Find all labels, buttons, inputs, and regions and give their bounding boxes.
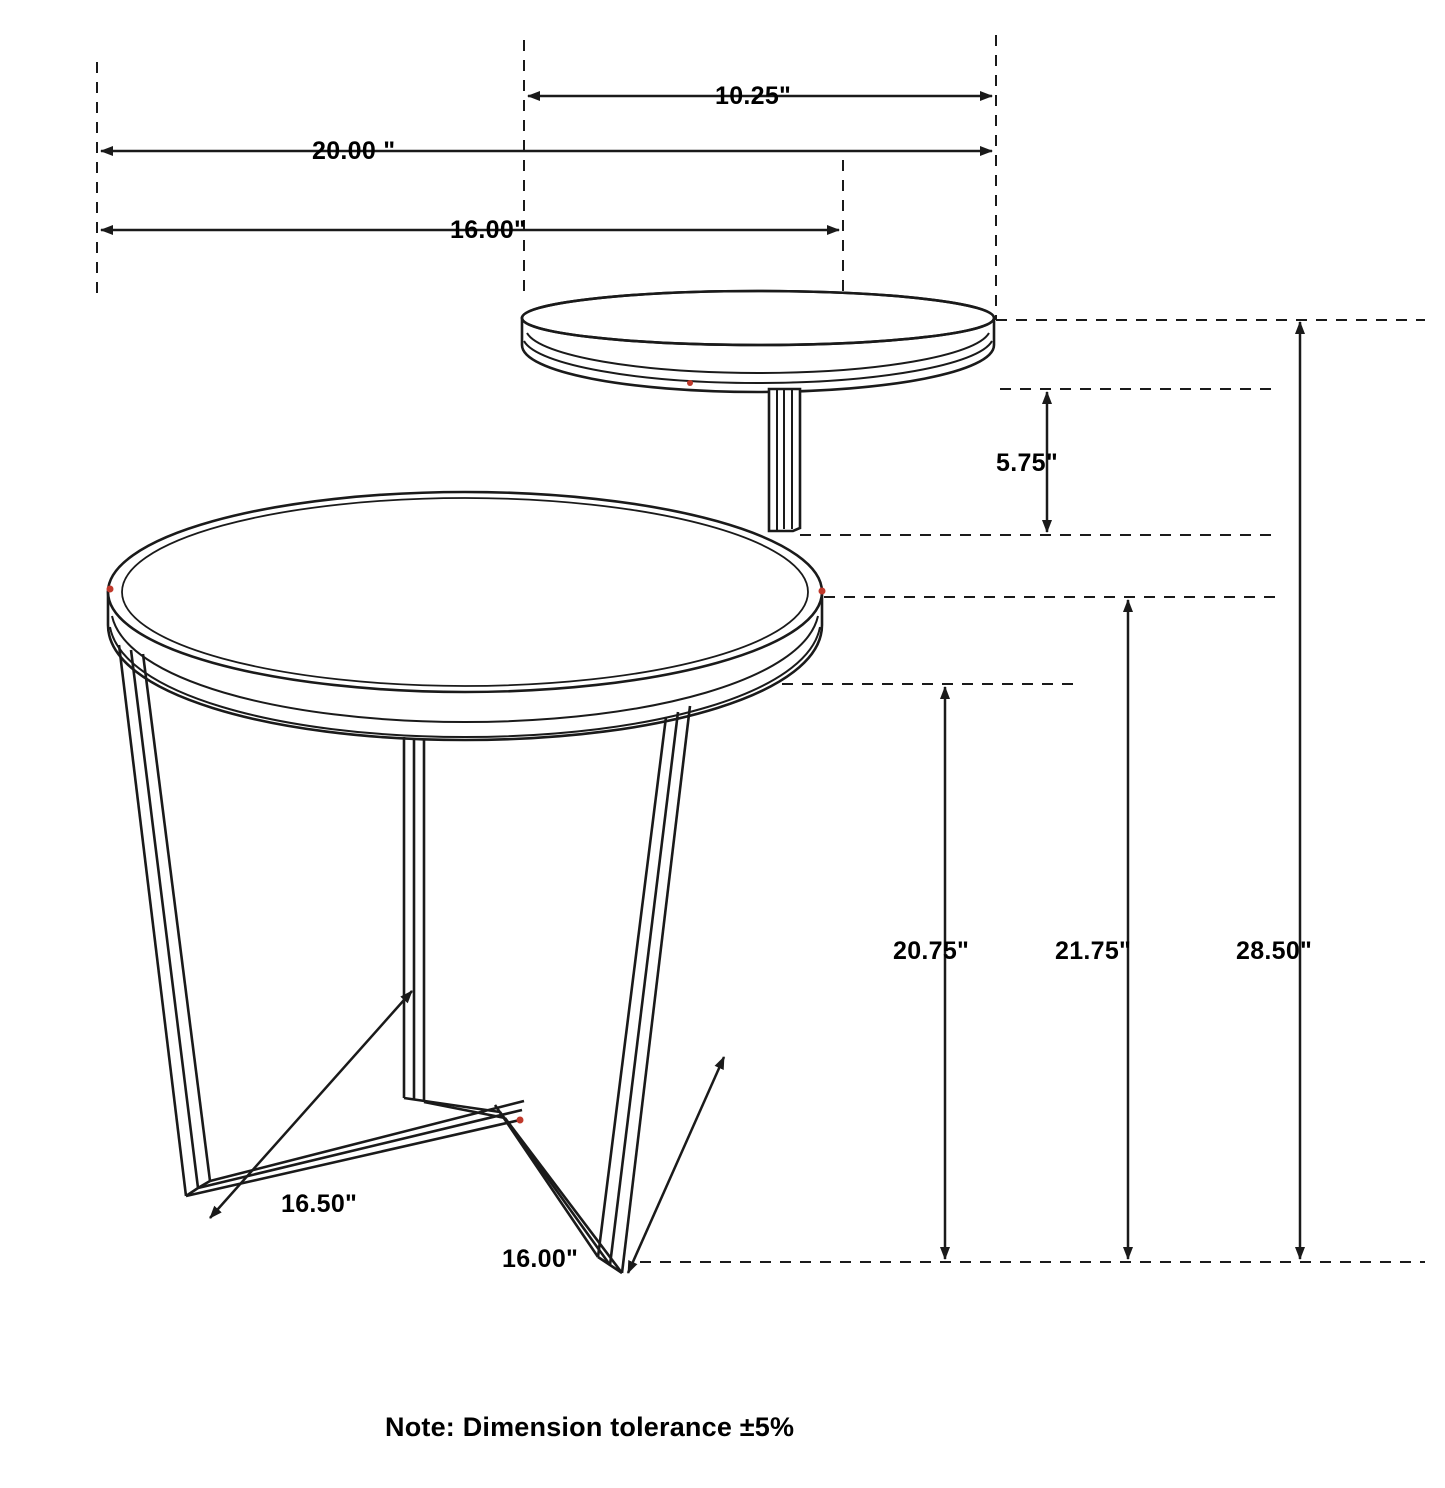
table-base-frame (119, 645, 690, 1273)
horizontal-dimension-lines (101, 96, 992, 230)
tolerance-note: Note: Dimension tolerance ±5% (385, 1412, 795, 1442)
small-swivel-top (522, 291, 994, 392)
swivel-arm (769, 389, 800, 531)
dimension-label-table-top-underside-height: 20.75" (893, 937, 970, 965)
dimension-label-top-overall-width: 20.00 " (312, 137, 396, 165)
dimension-label-table-top-surface-height: 21.75" (1055, 937, 1132, 965)
main-table-top (108, 492, 822, 740)
dimension-label-swivel-top-diameter: 10.25" (715, 82, 792, 110)
dimension-label-table-top-diameter: 16.00" (450, 216, 527, 244)
dimension-label-swivel-top-clearance: 5.75" (996, 449, 1059, 477)
dimension-label-overall-height: 28.50" (1236, 937, 1313, 965)
dimension-label-base-depth: 16.50" (281, 1190, 358, 1218)
dimension-label-base-width: 16.00" (502, 1245, 579, 1273)
